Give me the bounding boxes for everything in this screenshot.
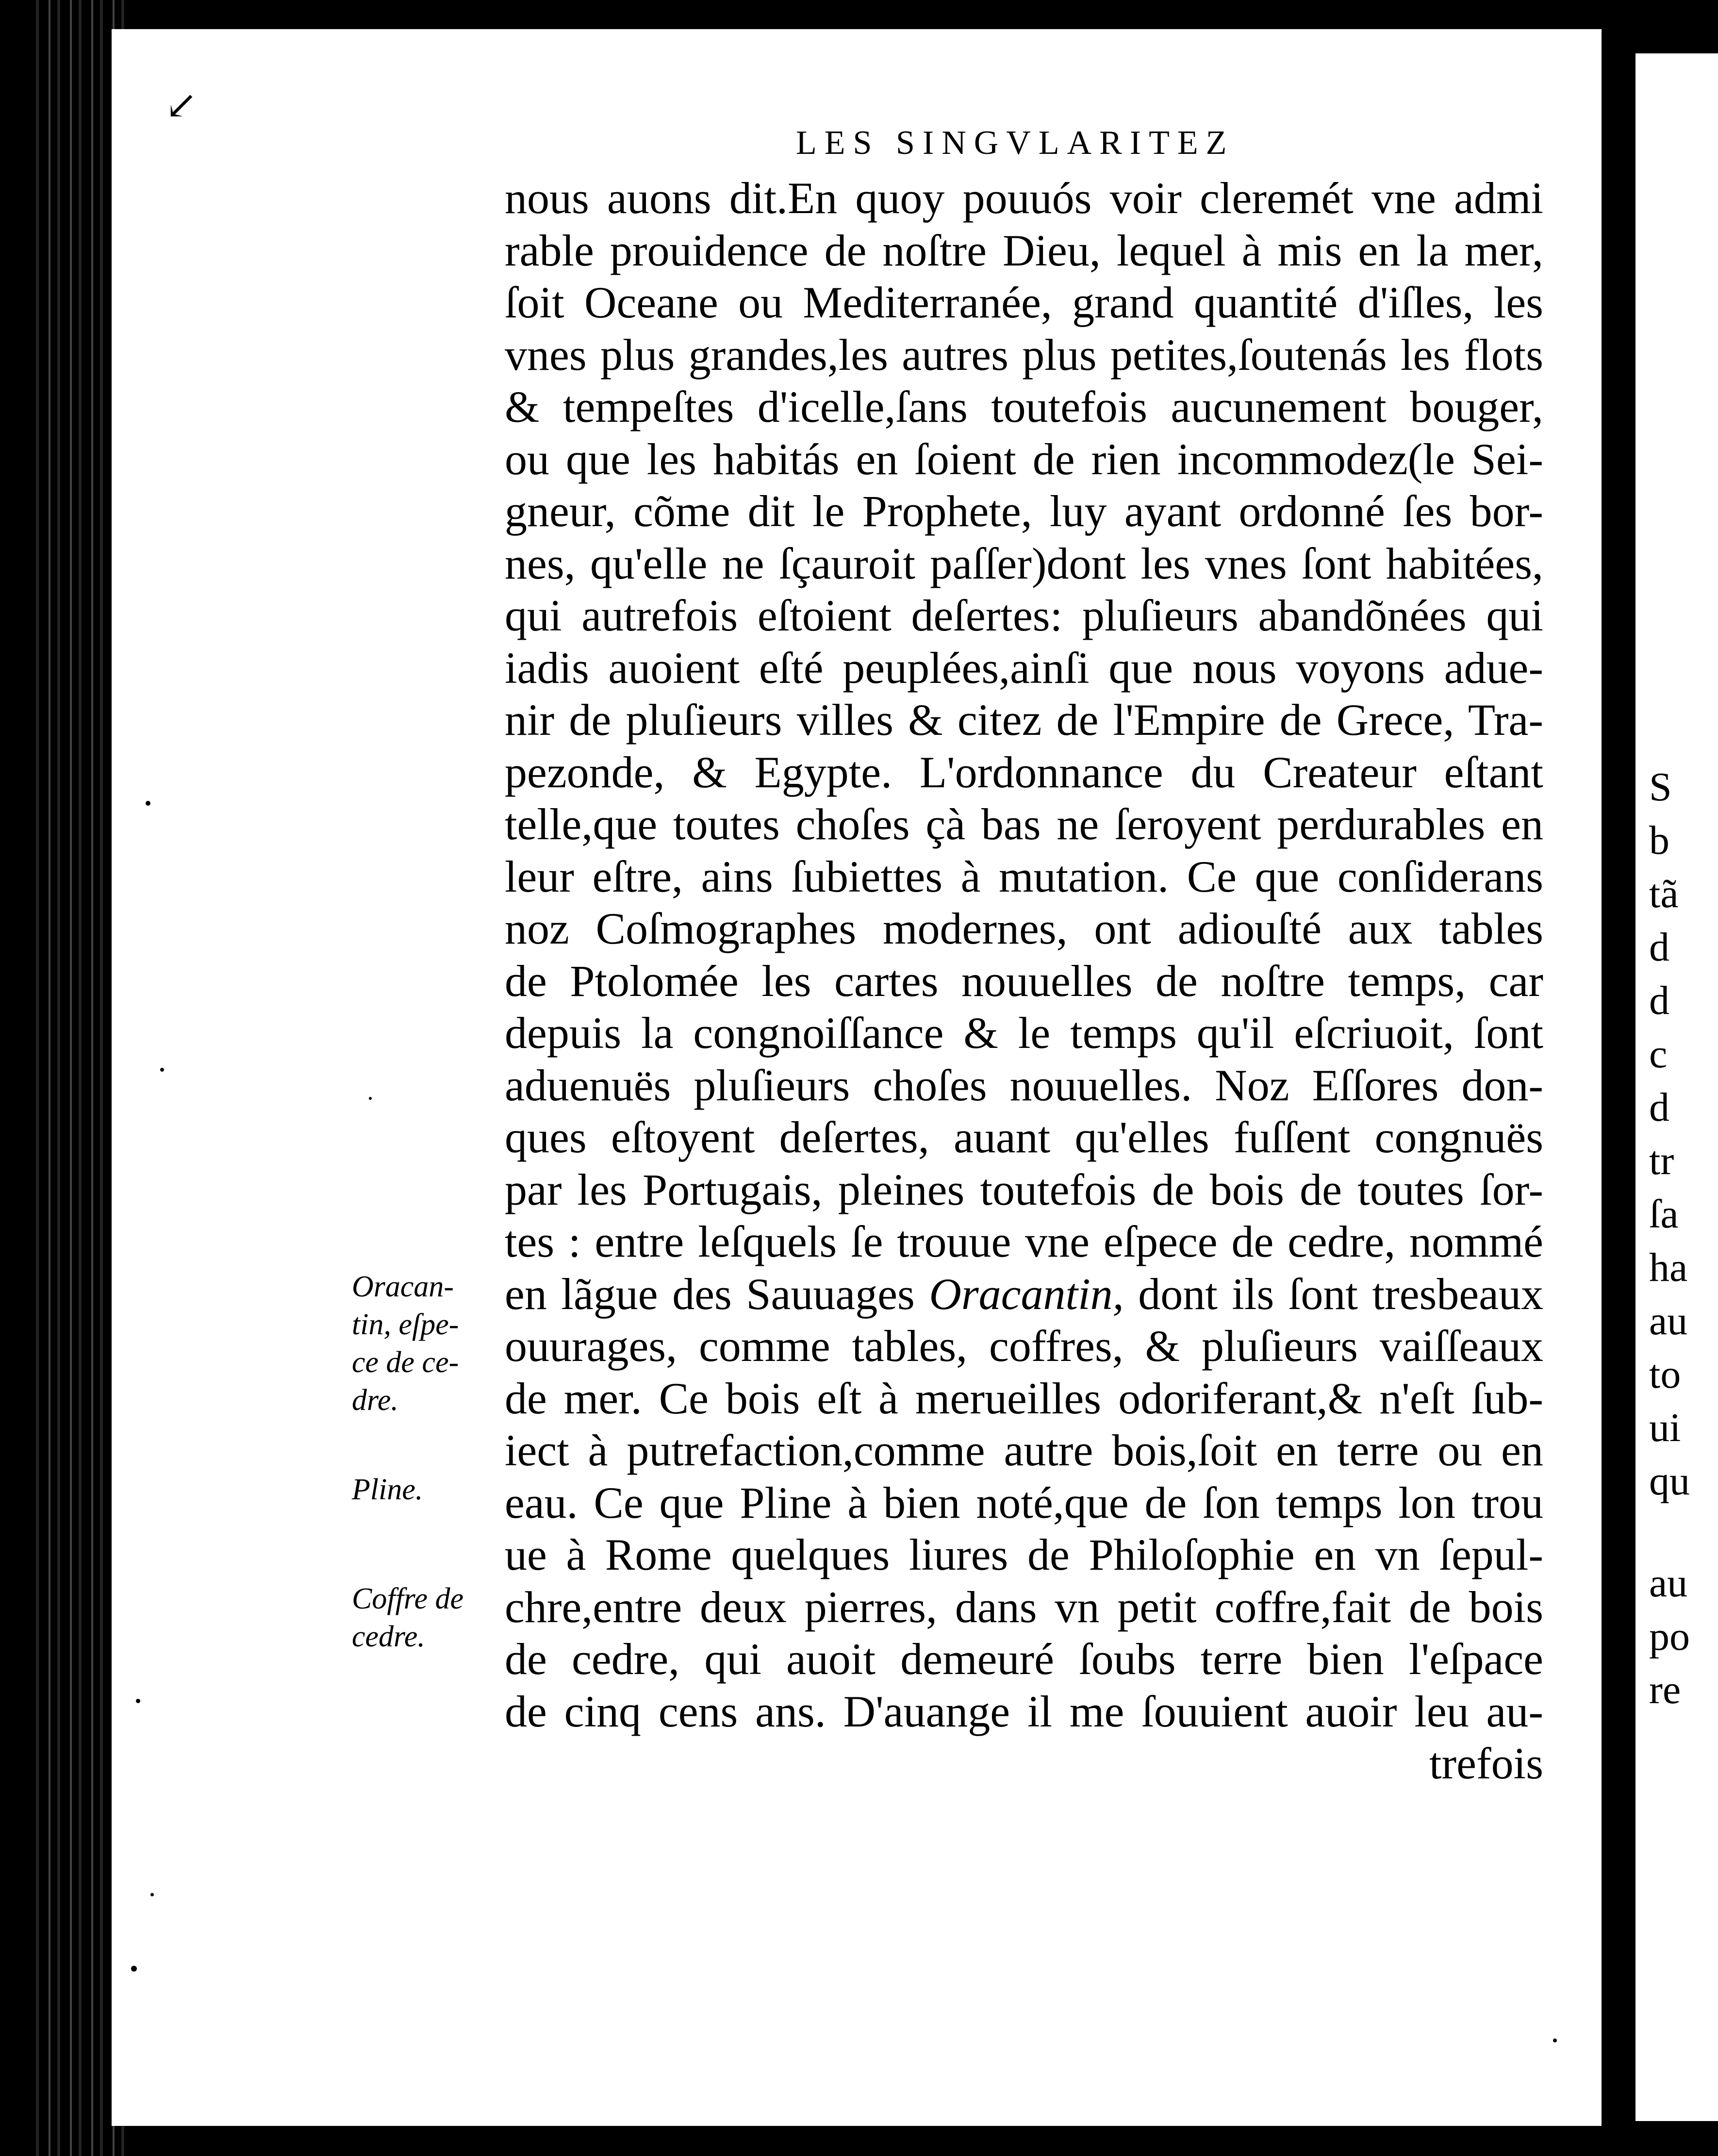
italic-term: Oracantin, [929, 1269, 1124, 1319]
text-line: qui autrefois eſtoient deſertes: pluſieurs abandõnées qui [505, 591, 1543, 640]
facing-page-letter: ſa [1649, 1192, 1679, 1237]
text-line: ouurages, comme tables, coffres, & pluſieurs vaiſſeaux [505, 1321, 1543, 1371]
facing-page-letter: S [1649, 764, 1672, 810]
facing-page-letter: re [1649, 1667, 1681, 1712]
text-line-end: dont ils ſont tresbeaux [1123, 1269, 1544, 1319]
facing-page-letter: au [1649, 1298, 1688, 1343]
marginal-line: Coffre de [352, 1582, 464, 1615]
running-head: LES SINGVLARITEZ [796, 124, 1235, 162]
facing-page-letter: tr [1649, 1138, 1674, 1183]
marginal-note-pline [352, 1471, 423, 1509]
text-line: noz Coſmographes modernes, ont adiouſté aux tables [505, 904, 1543, 953]
text-line [505, 1268, 1543, 1321]
ink-speck [1553, 2039, 1557, 2042]
ink-speck [160, 1068, 164, 1072]
text-line: nes, qu'elle ne ſçauroit paſſer)dont les vnes ſont habitées, [505, 538, 1543, 588]
body-text [505, 172, 1543, 1790]
text-line: de Ptolomée les cartes nouuelles de noſtre temps, car [505, 956, 1543, 1006]
ink-speck [369, 1097, 372, 1100]
text-line: trefois [1429, 1739, 1543, 1788]
ink-speck [136, 1699, 140, 1703]
facing-page-letter: d [1649, 1085, 1669, 1130]
text-line: leur eſtre, ains ſubiettes à mutation. Ce que conſiderans [505, 851, 1543, 901]
facing-page-letter: b [1649, 818, 1669, 863]
marginal-line: cedre. [352, 1620, 425, 1653]
text-line: aduenuës pluſieurs choſes nouuelles. Noz Eſſores don- [505, 1060, 1543, 1110]
text-line: pezonde, & Egypte. L'ordonnance du Createur eſtant [505, 747, 1543, 797]
facing-page-letter: d [1649, 978, 1669, 1023]
text-line: depuis la congnoiſſance & le temps qu'il eſcriuoit, ſont [505, 1008, 1543, 1058]
text-line: ſoit Oceane ou Mediterranée, grand quantité d'iſles, les [505, 278, 1543, 327]
facing-page-letter: ha [1649, 1245, 1688, 1290]
text-line: de mer. Ce bois eſt à merueilles odoriferant,& n'eſt ſub- [505, 1373, 1543, 1423]
facing-page-letter: d [1649, 925, 1669, 970]
marginal-line: Oracan- [352, 1270, 454, 1303]
facing-page-letter: c [1649, 1031, 1668, 1077]
facing-page-letter: ui [1649, 1405, 1681, 1450]
text-line: nous auons dit.En quoy pouuós voir cleremét vne admi [505, 173, 1543, 223]
marginal-line: tin, eſpe- [352, 1308, 459, 1341]
marginal-line: Pline. [352, 1473, 423, 1506]
text-line: tes : entre leſquels ſe trouue vne eſpece de cedre, nommé [505, 1217, 1543, 1266]
text-line: par les Portugais, pleines toutefois de bois de toutes ſor- [505, 1164, 1543, 1214]
corner-mark: ↙ [165, 84, 198, 127]
ink-speck [131, 1966, 137, 1972]
text-line: iadis auoient eſté peuplées,ainſi que nous voyons adue- [505, 643, 1543, 693]
text-line: rable prouidence de noſtre Dieu, lequel à mis en la mer, [505, 225, 1543, 275]
text-line: vnes plus grandes,les autres plus petites,ſoutenás les flots [505, 330, 1543, 380]
marginal-line: dre. [352, 1384, 398, 1417]
ink-speck [146, 801, 150, 806]
text-line: gneur, cõme dit le Prophete, luy ayant ordonné ſes bor- [505, 486, 1543, 536]
text-line: eau. Ce que Pline à bien noté,que de ſon temps lon trou [505, 1477, 1543, 1527]
text-line: ou que les habitás en ſoient de rien incommodez(le Sei- [505, 434, 1543, 484]
text-line: & tempeſtes d'icelle,ſans toutefois aucunement bouger, [505, 382, 1543, 431]
marginal-line: ce de ce- [352, 1346, 459, 1379]
facing-page-letter: to [1649, 1352, 1681, 1397]
facing-page-letter: po [1649, 1614, 1690, 1659]
text-line: chre,entre deux pierres, dans vn petit coffre,fait de bois [505, 1582, 1543, 1632]
text-line: ue à Rome quelques liures de Philoſophie en vn ſepul- [505, 1530, 1543, 1579]
facing-page-letter: qu [1649, 1459, 1690, 1504]
facing-page-letter: tã [1649, 871, 1679, 916]
text-line: telle,que toutes choſes çà bas ne ſeroyent perdurables en [505, 799, 1543, 849]
text-line: de cinq cens ans. D'auange il me ſouuient auoir leu au- [505, 1686, 1543, 1736]
text-line: iect à putrefaction,comme autre bois,ſoit en terre ou en [505, 1426, 1543, 1475]
facing-page-letter: au [1649, 1560, 1688, 1606]
facing-page-fragment [1635, 53, 1718, 2121]
text-line: ques eſtoyent deſertes, auant qu'elles fuſſent congnuës [505, 1112, 1543, 1162]
ink-speck [150, 1893, 154, 1896]
text-line: nir de pluſieurs villes & citez de l'Empire de Grece, Tra- [505, 695, 1543, 745]
marginal-note-oracantin [352, 1268, 459, 1419]
marginal-note-coffre [352, 1580, 463, 1656]
text-line-start: en lãgue des Sauuages [505, 1269, 929, 1319]
text-line: de cedre, qui auoit demeuré ſoubs terre bien l'eſpace [505, 1634, 1543, 1684]
